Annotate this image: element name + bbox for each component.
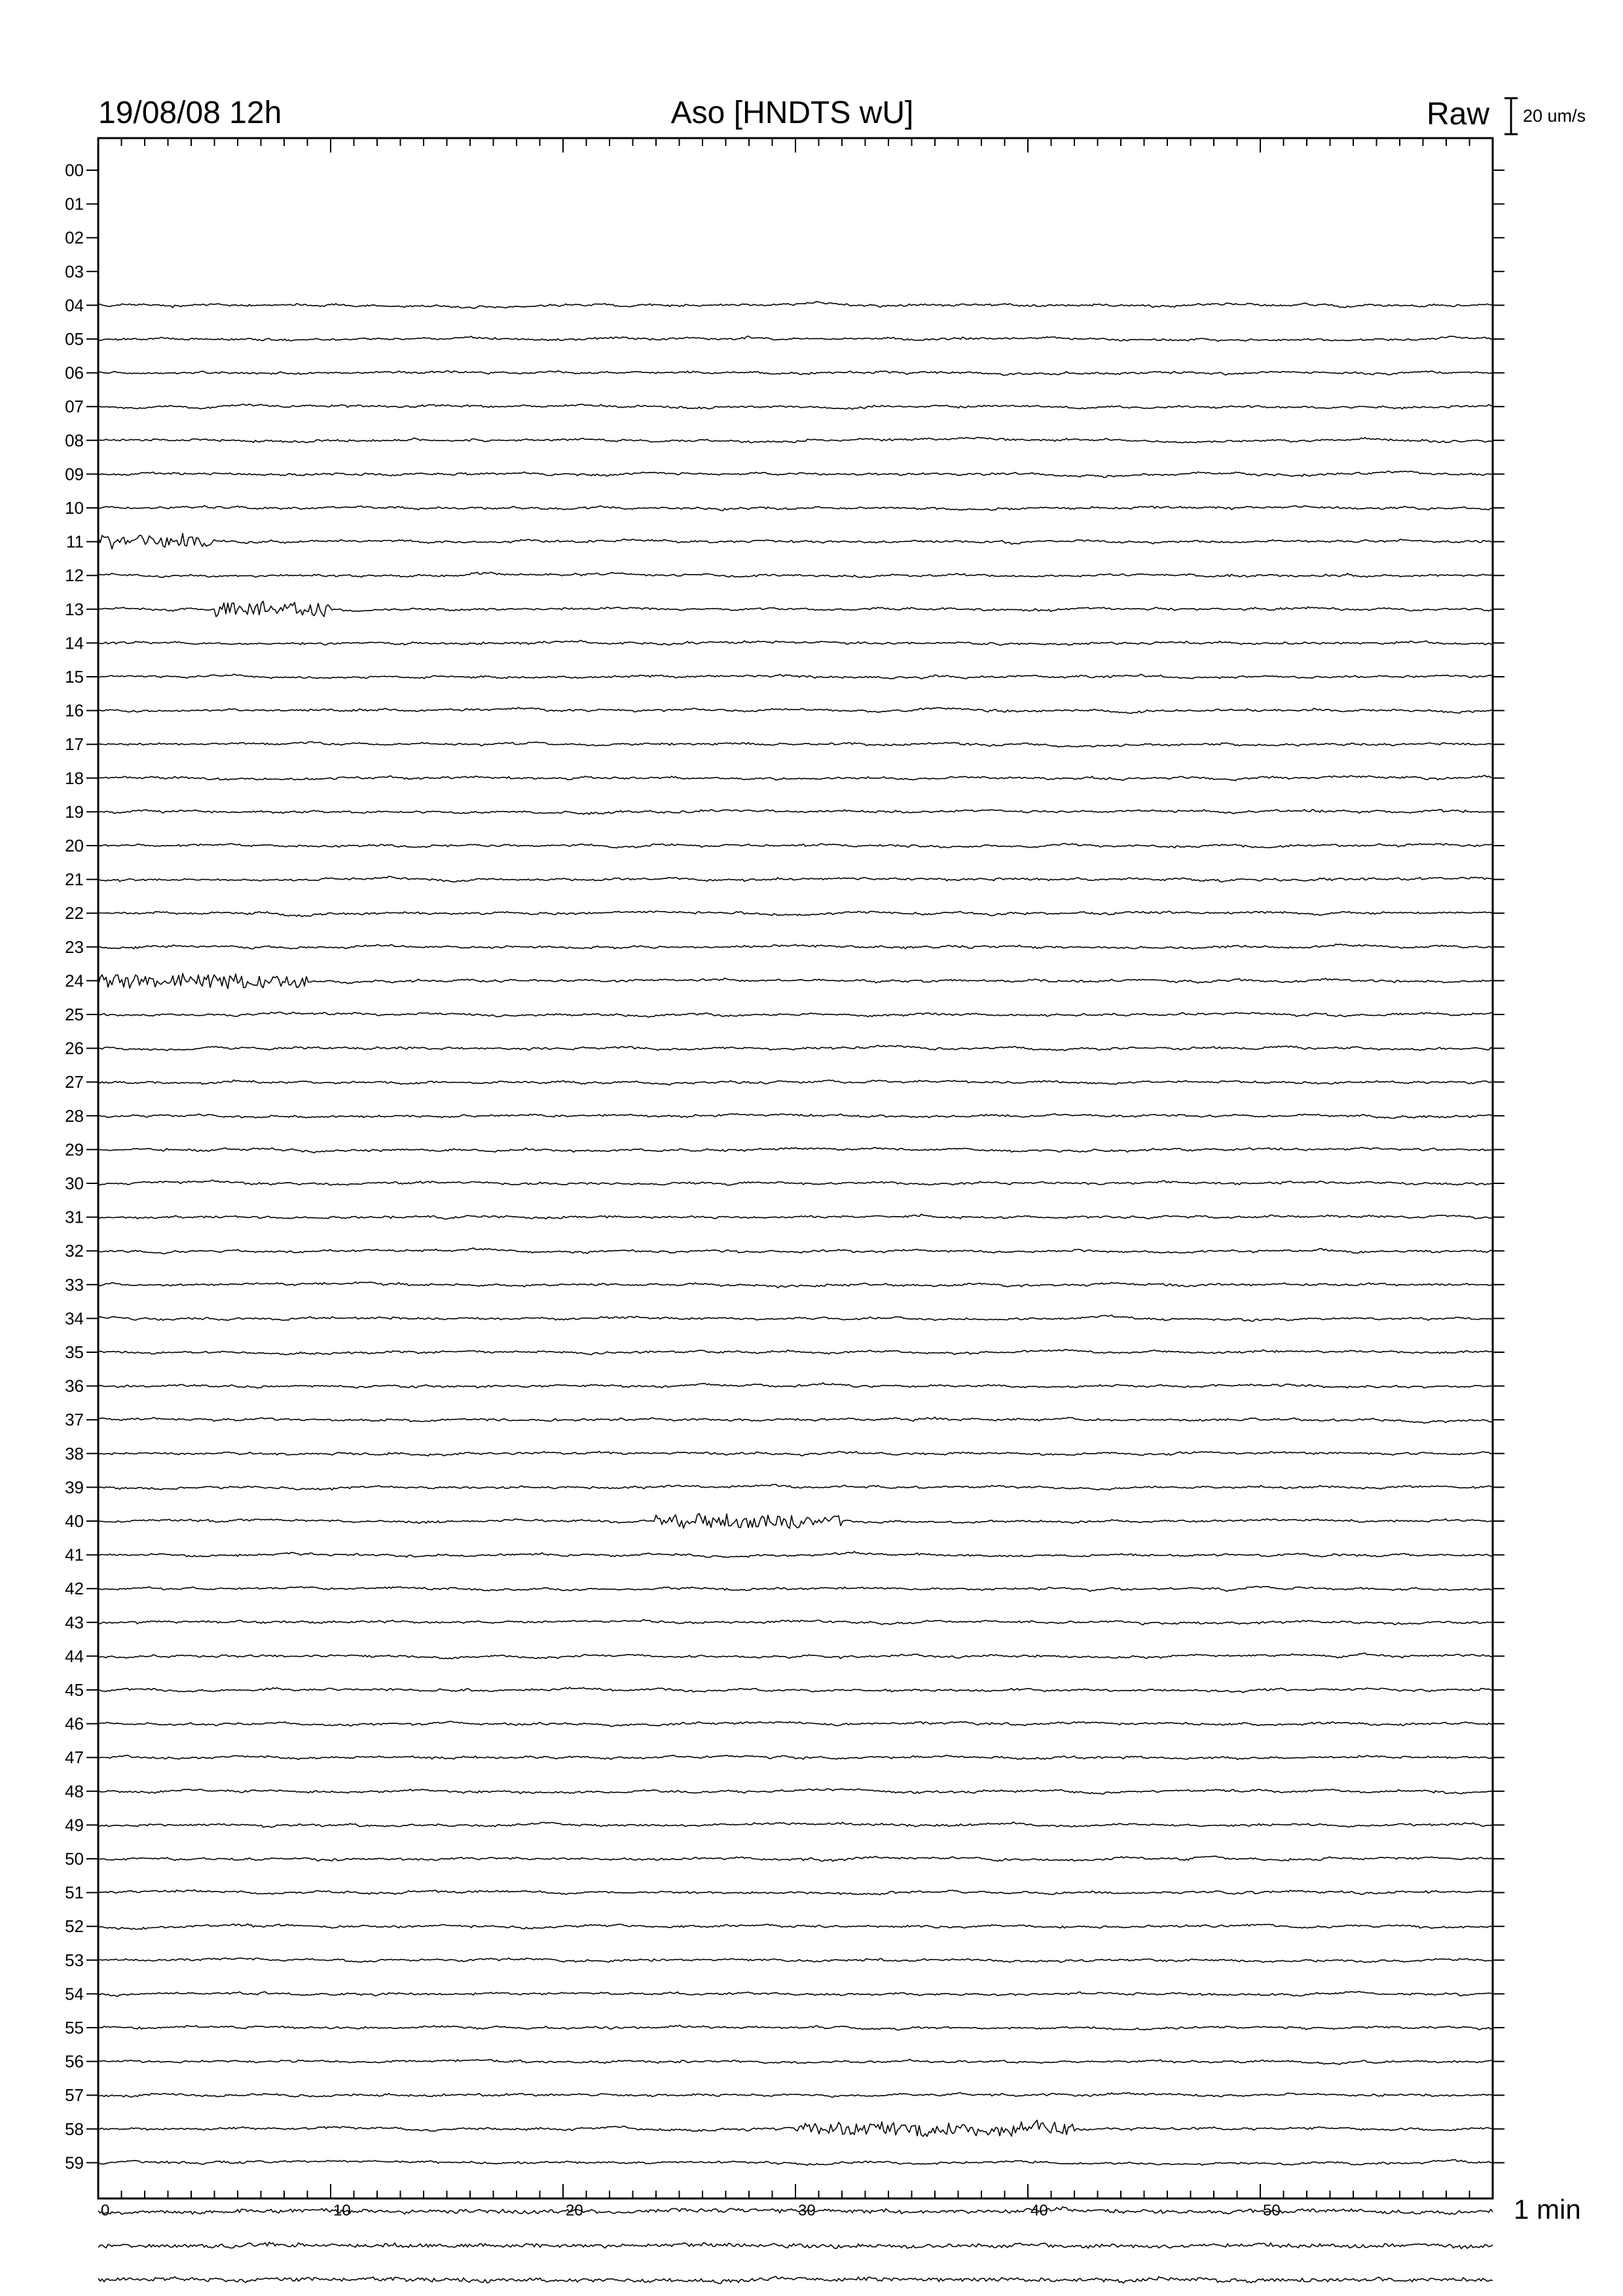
row-label: 01 xyxy=(65,194,84,214)
row-label: 41 xyxy=(65,1545,84,1565)
row-label: 30 xyxy=(65,1174,84,1193)
x-tick-label: 30 xyxy=(798,2202,816,2219)
datetime-label: 19/08/08 12h xyxy=(98,96,282,130)
trace-line xyxy=(98,2120,1493,2136)
row-label: 08 xyxy=(65,430,84,450)
row-label: 02 xyxy=(65,228,84,248)
row-label: 35 xyxy=(65,1342,84,1362)
trace-line xyxy=(98,1789,1493,1794)
trace-line xyxy=(98,2025,1493,2030)
trace-line-overflow xyxy=(98,2242,1493,2249)
trace-line xyxy=(98,640,1493,645)
trace-line xyxy=(98,708,1493,713)
row-label: 00 xyxy=(65,160,84,180)
row-label: 25 xyxy=(65,1005,84,1024)
trace-line xyxy=(98,601,1493,617)
trace-line xyxy=(98,2160,1493,2166)
row-label: 51 xyxy=(65,1882,84,1903)
row-label: 09 xyxy=(65,464,84,484)
seismic-traces xyxy=(98,302,1493,2284)
x-tick-label: 20 xyxy=(566,2202,583,2219)
row-label: 57 xyxy=(65,2085,84,2106)
row-label: 32 xyxy=(65,1241,84,1261)
row-label: 52 xyxy=(65,1916,84,1937)
row-label: 17 xyxy=(65,734,84,755)
trace-line xyxy=(98,876,1493,882)
row-label: 19 xyxy=(65,802,84,822)
trace-line xyxy=(98,1383,1493,1388)
row-label: 04 xyxy=(65,295,84,315)
trace-line xyxy=(98,506,1493,511)
trace-line xyxy=(98,1045,1493,1050)
trace-line xyxy=(98,1822,1493,1827)
row-labels xyxy=(65,160,1504,2172)
trace-line xyxy=(98,1587,1493,1592)
trace-line xyxy=(98,1514,1493,1529)
row-label: 28 xyxy=(65,1105,84,1126)
trace-line xyxy=(98,302,1493,308)
row-label: 05 xyxy=(65,329,84,349)
row-label: 44 xyxy=(65,1646,84,1666)
row-label: 45 xyxy=(65,1680,84,1700)
row-label: 06 xyxy=(65,363,84,383)
trace-line-overflow xyxy=(98,2207,1493,2215)
row-label: 54 xyxy=(65,1984,84,2004)
row-label: 36 xyxy=(65,1376,84,1396)
trace-line xyxy=(98,2059,1493,2064)
trace-line xyxy=(98,1755,1493,1760)
trace-line xyxy=(98,674,1493,679)
trace-line xyxy=(98,572,1493,577)
trace-line xyxy=(98,944,1493,949)
row-label: 56 xyxy=(65,2051,84,2072)
row-label: 43 xyxy=(65,1612,84,1632)
row-label: 20 xyxy=(65,836,84,855)
row-label: 33 xyxy=(65,1274,84,1295)
row-label: 53 xyxy=(65,1950,84,1970)
x-tick-label: 0 xyxy=(101,2202,110,2219)
row-label: 47 xyxy=(65,1748,84,1768)
row-label: 31 xyxy=(65,1207,84,1227)
row-label: 39 xyxy=(65,1477,84,1498)
trace-line xyxy=(98,911,1493,916)
trace-line xyxy=(98,844,1493,848)
row-label: 27 xyxy=(65,1072,84,1092)
row-label: 48 xyxy=(65,1781,84,1801)
trace-line xyxy=(98,1721,1493,1727)
row-label: 14 xyxy=(65,633,84,653)
row-label: 23 xyxy=(65,937,84,957)
row-label: 42 xyxy=(65,1579,84,1599)
plot-frame xyxy=(98,138,1493,2198)
trace-line xyxy=(98,1315,1493,1321)
row-label: 21 xyxy=(65,869,84,889)
row-label: 26 xyxy=(65,1038,84,1058)
row-label: 03 xyxy=(65,261,84,281)
trace-line xyxy=(98,1180,1493,1185)
trace-line xyxy=(98,1214,1493,1219)
row-label: 58 xyxy=(65,2119,84,2139)
trace-line xyxy=(98,471,1493,478)
row-label: 22 xyxy=(65,903,84,924)
trace-line-overflow xyxy=(98,2276,1493,2284)
row-label: 49 xyxy=(65,1815,84,1835)
trace-line xyxy=(98,404,1493,409)
trace-line xyxy=(98,1147,1493,1153)
x-tick-label: 10 xyxy=(333,2202,351,2219)
station-title: Aso [HNDTS wU] xyxy=(670,96,914,130)
trace-line xyxy=(98,336,1493,341)
x-tick-label: 50 xyxy=(1263,2202,1281,2219)
trace-line xyxy=(98,1687,1493,1693)
scale-bar xyxy=(1504,98,1518,134)
trace-line xyxy=(98,1653,1493,1659)
trace-line xyxy=(98,973,1493,988)
x-tick-label: 40 xyxy=(1030,2202,1048,2219)
trace-line xyxy=(98,533,1493,549)
x-tick-labels xyxy=(101,2202,1281,2219)
row-label: 18 xyxy=(65,768,84,788)
trace-line xyxy=(98,1620,1493,1625)
trace-line xyxy=(98,1924,1493,1929)
row-label: 11 xyxy=(66,531,84,552)
row-label: 07 xyxy=(65,397,84,417)
minute-ticks xyxy=(98,138,1493,2198)
trace-line xyxy=(98,810,1493,815)
row-label: 50 xyxy=(65,1849,84,1869)
trace-line xyxy=(98,1012,1493,1017)
trace-line xyxy=(98,742,1493,747)
trace-line xyxy=(98,1992,1493,1997)
trace-line xyxy=(98,1552,1493,1558)
trace-line xyxy=(98,1350,1493,1355)
trace-line xyxy=(98,1890,1493,1895)
trace-line xyxy=(98,1114,1493,1119)
row-label: 12 xyxy=(65,565,84,586)
row-label: 38 xyxy=(65,1443,84,1463)
mode-label: Raw xyxy=(1426,97,1489,132)
trace-line xyxy=(98,2092,1493,2097)
row-label: 46 xyxy=(65,1713,84,1734)
row-label: 16 xyxy=(65,700,84,721)
trace-line xyxy=(98,437,1493,442)
row-label: 40 xyxy=(65,1511,84,1531)
row-label: 10 xyxy=(65,498,84,518)
trace-line xyxy=(98,370,1493,375)
row-label: 37 xyxy=(65,1410,84,1430)
row-label: 55 xyxy=(65,2018,84,2037)
trace-line xyxy=(98,776,1493,781)
trace-line xyxy=(98,1856,1493,1861)
trace-line xyxy=(98,1282,1493,1288)
trace-line xyxy=(98,1417,1493,1423)
trace-line xyxy=(98,1248,1493,1254)
row-label: 24 xyxy=(65,971,84,991)
row-label: 34 xyxy=(65,1308,84,1329)
x-unit-label: 1 min xyxy=(1514,2194,1581,2225)
trace-line xyxy=(98,1451,1493,1456)
row-label: 13 xyxy=(65,599,84,619)
scale-label: 20 um/s xyxy=(1523,106,1586,126)
row-label: 29 xyxy=(65,1139,84,1160)
row-label: 15 xyxy=(65,667,84,687)
trace-line xyxy=(98,1958,1493,1962)
trace-line xyxy=(98,1484,1493,1490)
row-label: 59 xyxy=(65,2153,84,2173)
trace-line xyxy=(98,1080,1493,1085)
